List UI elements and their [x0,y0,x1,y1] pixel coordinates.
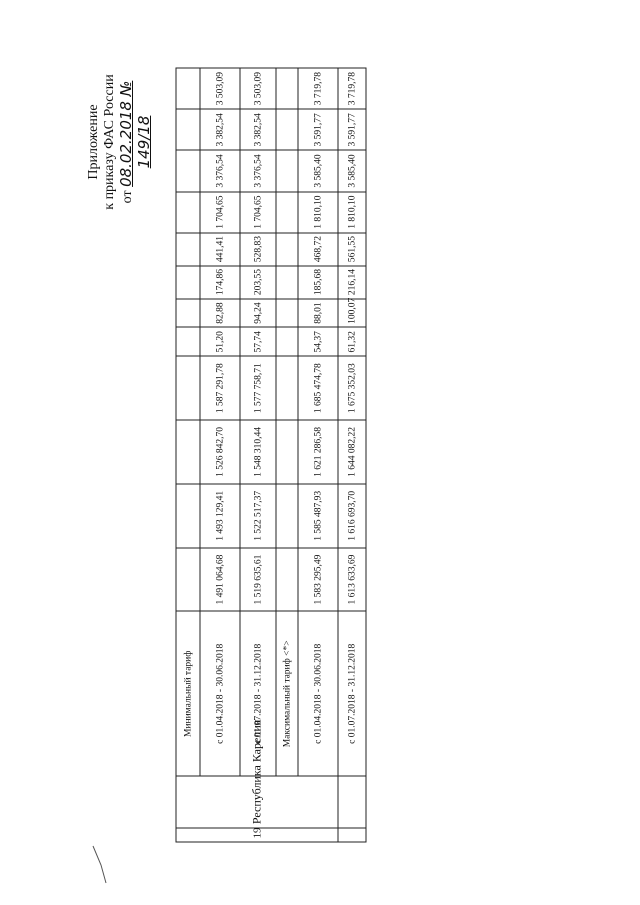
value-cell: 3 591,77 [338,109,366,150]
value-cell: 88,01 [298,299,338,328]
table-row [298,68,338,842]
tariff-table-container [176,68,366,843]
value-cell: 1 519 635,61 [240,548,276,612]
value-cell: 528,83 [240,233,276,266]
value-cell: 3 503,09 [240,68,276,109]
value-cell: 174,86 [200,266,240,299]
table-row [176,68,200,842]
order-header [86,72,154,212]
value-cell: 94,24 [240,299,276,328]
region-name: Республика Карелия [176,776,338,827]
value-cell: 1 810,10 [298,192,338,233]
value-cell: 61,32 [338,327,366,356]
value-cell: 1 616 693,70 [338,484,366,548]
value-cell: 1 613 633,69 [338,548,366,612]
value-cell: 468,72 [298,233,338,266]
period-cell: с 01.04.2018 - 30.06.2018 [298,611,338,776]
header-date-prefix: от [120,190,135,204]
value-cell: 3 591,77 [298,109,338,150]
value-cell: 82,88 [200,299,240,328]
value-cell: 1 685 474,78 [298,356,338,420]
value-cell: 1 493 129,41 [200,484,240,548]
value-cell: 1 621 286,58 [298,420,338,484]
value-cell: 54,37 [298,327,338,356]
value-cell: 3 719,78 [338,68,366,109]
value-cell: 57,74 [240,327,276,356]
header-order-ref: к приказу ФАС России [102,74,117,210]
value-cell: 100,07 [338,299,366,328]
value-cell: 1 704,65 [200,192,240,233]
tariff-table [176,68,367,843]
table-row [276,68,298,842]
value-cell: 1 810,10 [338,192,366,233]
value-cell: 1 491 064,68 [200,548,240,612]
header-date-line [118,72,154,212]
value-cell: 3 382,54 [200,109,240,150]
table-row [240,68,276,842]
value-cell: 3 585,40 [338,150,366,191]
value-cell: 216,14 [338,266,366,299]
period-cell: с 01.07.2018 - 31.12.2018 [240,611,276,776]
value-cell: 3 382,54 [240,109,276,150]
handwritten-date-number: 08.02.2018 № 149/18 [117,80,153,187]
period-cell: с 01.07.2018 - 31.12.2018 [338,611,366,776]
value-cell: 1 587 291,78 [200,356,240,420]
value-cell: 1 577 758,71 [240,356,276,420]
value-cell: 3 376,54 [200,150,240,191]
value-cell: 1 526 842,70 [200,420,240,484]
table-row [200,68,240,842]
period-cell: с 01.04.2018 - 30.06.2018 [200,611,240,776]
value-cell: 1 583 295,49 [298,548,338,612]
max-tariff-title: Максимальный тариф <*> [276,611,298,776]
value-cell: 1 585 487,93 [298,484,338,548]
value-cell: 185,68 [298,266,338,299]
value-cell: 561,55 [338,233,366,266]
value-cell: 1 548 310,44 [240,420,276,484]
value-cell: 3 503,09 [200,68,240,109]
value-cell: 1 644 082,22 [338,420,366,484]
value-cell: 1 675 352,03 [338,356,366,420]
value-cell: 51,20 [200,327,240,356]
value-cell: 1 704,65 [240,192,276,233]
value-cell: 3 719,78 [298,68,338,109]
pen-stroke-mark [92,845,110,885]
min-tariff-title: Минимальный тариф [176,611,200,776]
value-cell: 203,55 [240,266,276,299]
value-cell: 1 522 517,37 [240,484,276,548]
table-row [338,68,366,842]
row-number: 19 [176,828,338,842]
value-cell: 3 376,54 [240,150,276,191]
value-cell: 441,41 [200,233,240,266]
header-appendix: Приложение [86,104,101,180]
value-cell: 3 585,40 [298,150,338,191]
